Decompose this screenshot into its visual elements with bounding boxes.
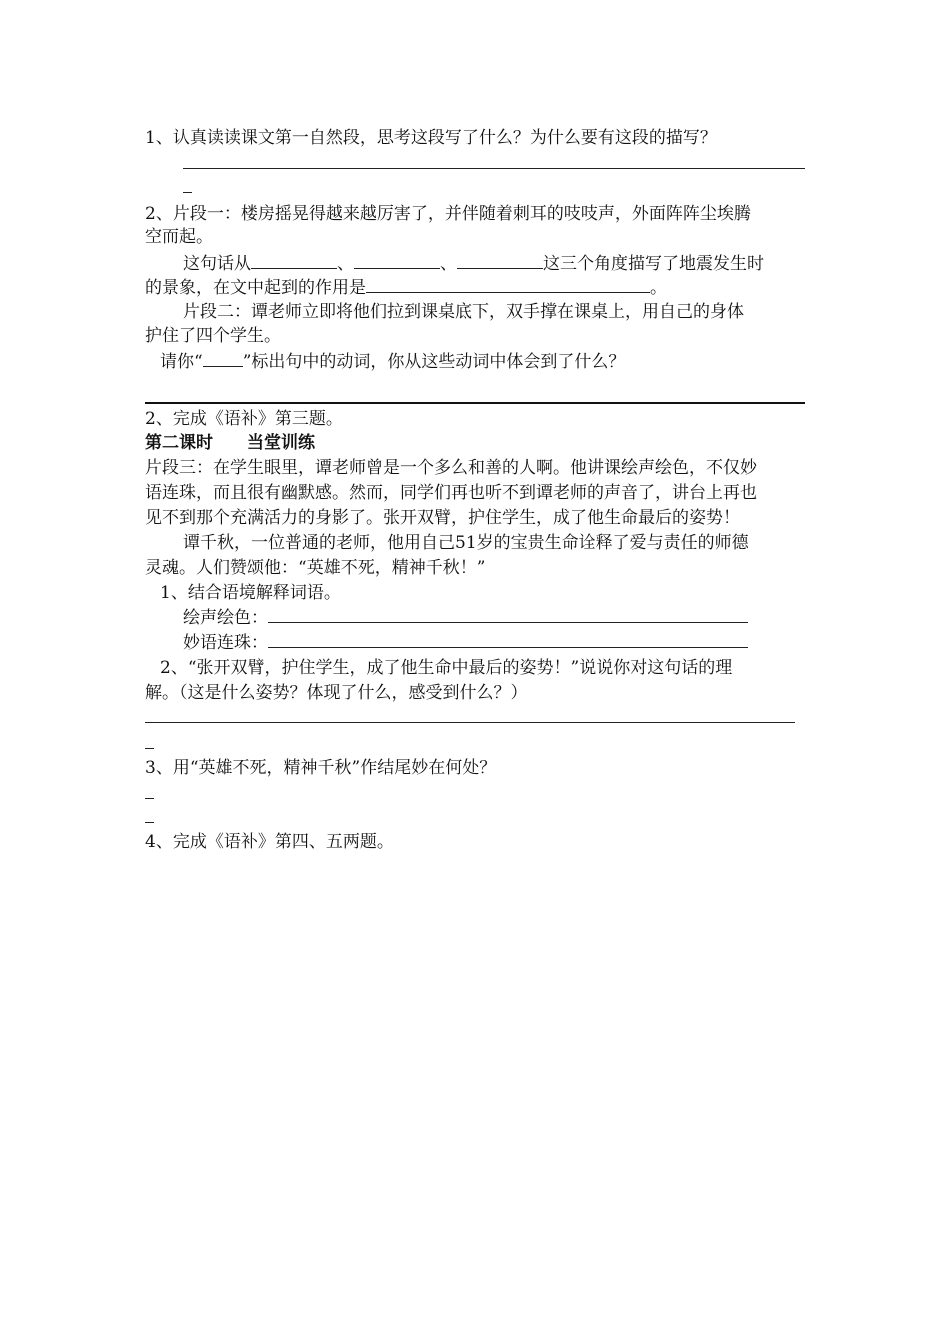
- answer-line[interactable]: [145, 722, 795, 723]
- paragraph-4-line2: 灵魂。人们赞颂他：“英雄不死，精神千秋！”: [145, 558, 486, 578]
- paragraph-4-line1: 谭千秋，一位普通的老师，他用自己51岁的宝贵生命诠释了爱与责任的师德: [183, 533, 749, 553]
- term-2-blank[interactable]: [268, 632, 748, 648]
- answer-line-tail: [145, 798, 154, 799]
- fragment-1-line1: 2、片段一：楼房摇晃得越来越厉害了，并伴随着刺耳的吱吱声，外面阵阵尘埃腾: [145, 204, 751, 224]
- answer-line-tail: [145, 748, 154, 749]
- angle-sep-1: 、: [337, 254, 354, 274]
- angle-pre: 这句话从: [183, 254, 251, 274]
- vocab-term-2: [183, 632, 748, 654]
- answer-line[interactable]: [183, 168, 805, 169]
- angle-blank-3[interactable]: [457, 253, 543, 269]
- angle-blank-1[interactable]: [251, 253, 337, 269]
- verb-question: [160, 351, 625, 373]
- vocab-term-1: [183, 607, 748, 629]
- fragment-1-line2: 空而起。: [145, 227, 213, 247]
- fragment-3-line1: 片段三：在学生眼里，谭老师曾是一个多么和善的人啊。他讲课绘声绘色，不仅妙: [145, 458, 757, 478]
- effect-blank[interactable]: [366, 277, 650, 293]
- fragment-3-line2: 语连珠，而且很有幽默感。然而，同学们再也听不到谭老师的声音了，讲台上再也: [145, 483, 757, 503]
- section-heading: 第二课时 当堂训练: [145, 433, 315, 453]
- term-1-label: 绘声绘色：: [183, 608, 268, 628]
- pose-question-line1: 2、“张开双臂，护住学生，成了他生命中最后的姿势！”说说你对这句话的理: [160, 658, 733, 678]
- effect-pre: 的景象，在文中起到的作用是: [145, 278, 366, 298]
- task-complete-4-5: 4、完成《语补》第四、五两题。: [145, 832, 394, 852]
- effect-question: [145, 277, 667, 299]
- pose-question-line2: 解。（这是什么姿势？体现了什么，感受到什么？）: [145, 683, 528, 703]
- fragment-2-line1: 片段二：谭老师立即将他们拉到课桌底下，双手撑在课桌上，用自己的身体: [183, 302, 744, 322]
- vocab-question: 1、结合语境解释词语。: [160, 583, 341, 603]
- verb-post: ”标出句中的动词，你从这些动词中体会到了什么？: [242, 352, 626, 372]
- verb-pre: 请你“: [160, 352, 203, 372]
- answer-line-tail: [145, 822, 154, 823]
- angle-blank-2[interactable]: [354, 253, 440, 269]
- verb-mark-blank[interactable]: [203, 351, 243, 367]
- term-1-blank[interactable]: [268, 607, 748, 623]
- question-1: 1、认真读读课文第一自然段，思考这段写了什么？为什么要有这段的描写？: [145, 128, 717, 148]
- angle-post: 这三个角度描写了地震发生时: [543, 254, 764, 274]
- answer-line[interactable]: [145, 402, 805, 404]
- angle-question: [183, 253, 764, 275]
- fragment-3-line3: 见不到那个充满活力的身影了。张开双臂，护住学生，成了他生命最后的姿势！: [145, 508, 740, 528]
- task-complete-3: 2、完成《语补》第三题。: [145, 409, 343, 429]
- ending-question: 3、用“英雄不死，精神千秋”作结尾妙在何处？: [145, 758, 497, 778]
- fragment-2-line2: 护住了四个学生。: [145, 326, 281, 346]
- term-2-label: 妙语连珠：: [183, 633, 268, 653]
- angle-sep-2: 、: [440, 254, 457, 274]
- answer-line-tail: [183, 192, 192, 193]
- effect-post: 。: [650, 278, 667, 298]
